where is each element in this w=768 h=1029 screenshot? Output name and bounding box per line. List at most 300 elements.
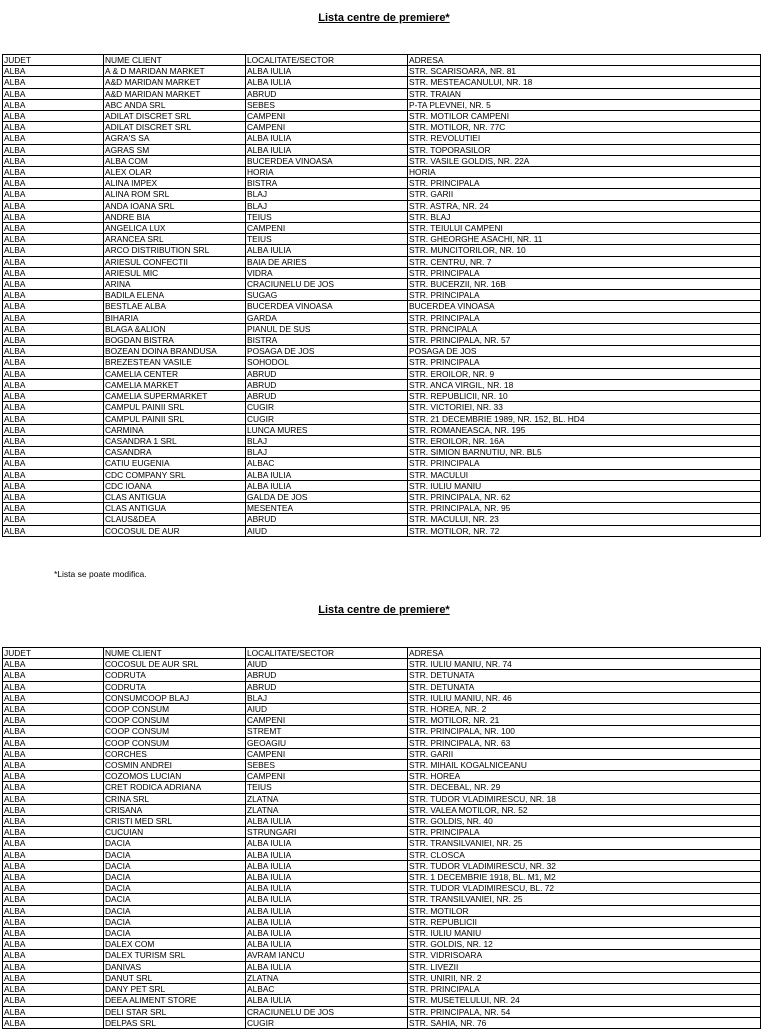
- client-name-cell: BOGDAN BISTRA: [104, 335, 246, 346]
- column-header: JUDET: [3, 55, 104, 66]
- locality-cell: ALBAC: [246, 458, 408, 469]
- client-name-cell: ARANCEA SRL: [104, 234, 246, 245]
- client-name-cell: ANDRE BIA: [104, 211, 246, 222]
- locality-cell: BLAJ: [246, 200, 408, 211]
- client-name-cell: COZOMOS LUCIAN: [104, 771, 246, 782]
- table-row: [3, 223, 761, 234]
- table-row: [3, 458, 761, 469]
- address-cell: STR. 21 DECEMBRIE 1989, NR. 152, BL. HD4: [408, 413, 761, 424]
- client-name-cell: COOP CONSUM: [104, 726, 246, 737]
- locality-cell: BISTRA: [246, 335, 408, 346]
- client-name-cell: CLAS ANTIGUA: [104, 503, 246, 514]
- judet-cell: ALBA: [3, 234, 104, 245]
- judet-cell: ALBA: [3, 514, 104, 525]
- client-name-cell: ANDA IOANA SRL: [104, 200, 246, 211]
- table-row: [3, 111, 761, 122]
- table-row: [3, 838, 761, 849]
- client-name-cell: COOP CONSUM: [104, 704, 246, 715]
- judet-cell: ALBA: [3, 715, 104, 726]
- address-cell: STR. GARII: [408, 189, 761, 200]
- judet-cell: ALBA: [3, 447, 104, 458]
- judet-cell: ALBA: [3, 301, 104, 312]
- address-cell: STR. PRINCIPALA, NR. 63: [408, 737, 761, 748]
- client-name-cell: DANUT SRL: [104, 972, 246, 983]
- locality-cell: BUCERDEA VINOASA: [246, 155, 408, 166]
- judet-cell: ALBA: [3, 995, 104, 1006]
- judet-cell: ALBA: [3, 144, 104, 155]
- locality-cell: LUNCA MURES: [246, 424, 408, 435]
- client-name-cell: COSMIN ANDREI: [104, 760, 246, 771]
- table-row: [3, 155, 761, 166]
- client-name-cell: CAMPUL PAINII SRL: [104, 413, 246, 424]
- address-cell: STR. PRINCIPALA, NR. 54: [408, 1006, 761, 1017]
- address-cell: STR. ASTRA, NR. 24: [408, 200, 761, 211]
- client-name-cell: CATIU EUGENIA: [104, 458, 246, 469]
- address-cell: STR. VICTORIEI, NR. 33: [408, 402, 761, 413]
- client-name-cell: A & D MARIDAN MARKET: [104, 66, 246, 77]
- locality-cell: CUGIR: [246, 413, 408, 424]
- locality-cell: ALBA IULIA: [246, 916, 408, 927]
- address-cell: STR. EROILOR, NR. 9: [408, 368, 761, 379]
- address-cell: STR. PRINCIPALA: [408, 178, 761, 189]
- locality-cell: SEBES: [246, 760, 408, 771]
- address-cell: STR. IULIU MANIU, NR. 46: [408, 692, 761, 703]
- locality-cell: ABRUD: [246, 670, 408, 681]
- table-row: [3, 1006, 761, 1017]
- client-name-cell: DACIA: [104, 860, 246, 871]
- locality-cell: VIDRA: [246, 267, 408, 278]
- premiere-centers-table: [2, 647, 761, 1029]
- address-cell: STR. PRINCIPALA: [408, 827, 761, 838]
- address-cell: STR. DETUNATA: [408, 681, 761, 692]
- locality-cell: ALBA IULIA: [246, 961, 408, 972]
- table-row: [3, 391, 761, 402]
- judet-cell: ALBA: [3, 346, 104, 357]
- address-cell: STR. UNIRII, NR. 2: [408, 972, 761, 983]
- table-row: [3, 66, 761, 77]
- client-name-cell: CAMELIA CENTER: [104, 368, 246, 379]
- address-cell: STR. DECEBAL, NR. 29: [408, 782, 761, 793]
- client-name-cell: A&D MARIDAN MARKET: [104, 77, 246, 88]
- client-name-cell: DACIA: [104, 872, 246, 883]
- address-cell: STR. GOLDIS, NR. 40: [408, 816, 761, 827]
- locality-cell: POSAGA DE JOS: [246, 346, 408, 357]
- page-title: Lista centre de premiere*: [318, 12, 450, 24]
- table-row: [3, 469, 761, 480]
- judet-cell: ALBA: [3, 860, 104, 871]
- judet-cell: ALBA: [3, 1017, 104, 1028]
- table-row: [3, 189, 761, 200]
- table-row: [3, 178, 761, 189]
- locality-cell: ZLATNA: [246, 804, 408, 815]
- locality-cell: ALBA IULIA: [246, 838, 408, 849]
- table-row: [3, 737, 761, 748]
- locality-cell: ALBA IULIA: [246, 77, 408, 88]
- address-cell: STR. PRINCIPALA, NR. 62: [408, 491, 761, 502]
- table-row: [3, 256, 761, 267]
- table-row: [3, 402, 761, 413]
- judet-cell: ALBA: [3, 503, 104, 514]
- judet-cell: ALBA: [3, 950, 104, 961]
- locality-cell: ALBA IULIA: [246, 939, 408, 950]
- judet-cell: ALBA: [3, 961, 104, 972]
- address-cell: POSAGA DE JOS: [408, 346, 761, 357]
- address-cell: P-TA PLEVNEI, NR. 5: [408, 99, 761, 110]
- judet-cell: ALBA: [3, 133, 104, 144]
- locality-cell: ALBA IULIA: [246, 928, 408, 939]
- judet-cell: ALBA: [3, 905, 104, 916]
- locality-cell: CRACIUNELU DE JOS: [246, 1006, 408, 1017]
- client-name-cell: A&D MARIDAN MARKET: [104, 88, 246, 99]
- judet-cell: ALBA: [3, 312, 104, 323]
- client-name-cell: ALBA COM: [104, 155, 246, 166]
- judet-cell: ALBA: [3, 894, 104, 905]
- locality-cell: ALBA IULIA: [246, 905, 408, 916]
- client-name-cell: DACIA: [104, 928, 246, 939]
- table-row: [3, 323, 761, 334]
- table-row: [3, 290, 761, 301]
- premiere-centers-table: [2, 54, 761, 537]
- address-cell: STR. SIMION BARNUTIU, NR. BL5: [408, 447, 761, 458]
- locality-cell: ALBA IULIA: [246, 245, 408, 256]
- address-cell: STR. GHEORGHE ASACHI, NR. 11: [408, 234, 761, 245]
- client-name-cell: ANGELICA LUX: [104, 223, 246, 234]
- locality-cell: CAMPENI: [246, 748, 408, 759]
- table-row: [3, 939, 761, 950]
- judet-cell: ALBA: [3, 1006, 104, 1017]
- address-cell: STR. BLAJ: [408, 211, 761, 222]
- table-row: [3, 782, 761, 793]
- locality-cell: STRUNGARI: [246, 827, 408, 838]
- table-row: [3, 480, 761, 491]
- table-row: [3, 122, 761, 133]
- table-row: [3, 525, 761, 536]
- judet-cell: ALBA: [3, 357, 104, 368]
- table-row: [3, 435, 761, 446]
- judet-cell: ALBA: [3, 155, 104, 166]
- locality-cell: ALBA IULIA: [246, 469, 408, 480]
- address-cell: STR. PRINCIPALA: [408, 312, 761, 323]
- client-name-cell: CDC COMPANY SRL: [104, 469, 246, 480]
- judet-cell: ALBA: [3, 200, 104, 211]
- client-name-cell: COCOSUL DE AUR SRL: [104, 659, 246, 670]
- locality-cell: ALBA IULIA: [246, 144, 408, 155]
- judet-cell: ALBA: [3, 849, 104, 860]
- address-cell: STR. VASILE GOLDIS, NR. 22A: [408, 155, 761, 166]
- table-row: [3, 995, 761, 1006]
- address-cell: STR. MUNCITORILOR, NR. 10: [408, 245, 761, 256]
- address-cell: STR. PRINCIPALA: [408, 458, 761, 469]
- locality-cell: SEBES: [246, 99, 408, 110]
- client-name-cell: CRISANA: [104, 804, 246, 815]
- client-name-cell: CDC IOANA: [104, 480, 246, 491]
- address-cell: STR. TEIULUI CAMPENI: [408, 223, 761, 234]
- judet-cell: ALBA: [3, 883, 104, 894]
- address-cell: STR. BUCERZII, NR. 16B: [408, 279, 761, 290]
- address-cell: STR. TUDOR VLADIMIRESCU, BL. 72: [408, 883, 761, 894]
- address-cell: STR. PRINCIPALA, NR. 95: [408, 503, 761, 514]
- judet-cell: ALBA: [3, 480, 104, 491]
- locality-cell: GARDA: [246, 312, 408, 323]
- locality-cell: BLAJ: [246, 447, 408, 458]
- locality-cell: HORIA: [246, 167, 408, 178]
- table-row: [3, 167, 761, 178]
- client-name-cell: DANY PET SRL: [104, 984, 246, 995]
- locality-cell: BLAJ: [246, 435, 408, 446]
- table-row: [3, 804, 761, 815]
- table-row: [3, 816, 761, 827]
- judet-cell: ALBA: [3, 178, 104, 189]
- table-row: [3, 961, 761, 972]
- address-cell: STR. PRINCIPALA: [408, 267, 761, 278]
- locality-cell: ABRUD: [246, 379, 408, 390]
- address-cell: STR. GOLDIS, NR. 12: [408, 939, 761, 950]
- table-row: [3, 905, 761, 916]
- client-name-cell: DACIA: [104, 883, 246, 894]
- table-row: [3, 335, 761, 346]
- table-row: [3, 827, 761, 838]
- judet-cell: ALBA: [3, 88, 104, 99]
- table-row: [3, 447, 761, 458]
- judet-cell: ALBA: [3, 111, 104, 122]
- client-name-cell: ALEX OLAR: [104, 167, 246, 178]
- table-header-row: [3, 55, 761, 66]
- address-cell: BUCERDEA VINOASA: [408, 301, 761, 312]
- locality-cell: ALBA IULIA: [246, 894, 408, 905]
- locality-cell: ABRUD: [246, 88, 408, 99]
- table-row: [3, 267, 761, 278]
- client-name-cell: CRINA SRL: [104, 793, 246, 804]
- table-row: [3, 748, 761, 759]
- address-cell: STR. CLOSCA: [408, 849, 761, 860]
- judet-cell: ALBA: [3, 726, 104, 737]
- address-cell: STR. DETUNATA: [408, 670, 761, 681]
- table-row: [3, 211, 761, 222]
- address-cell: STR. MOTILOR, NR. 72: [408, 525, 761, 536]
- client-name-cell: CASANDRA 1 SRL: [104, 435, 246, 446]
- table-row: [3, 503, 761, 514]
- table-row: [3, 692, 761, 703]
- table-row: [3, 357, 761, 368]
- judet-cell: ALBA: [3, 525, 104, 536]
- table-row: [3, 279, 761, 290]
- client-name-cell: CLAS ANTIGUA: [104, 491, 246, 502]
- address-cell: STR. IULIU MANIU: [408, 928, 761, 939]
- table-row: [3, 860, 761, 871]
- locality-cell: CUGIR: [246, 402, 408, 413]
- locality-cell: BAIA DE ARIES: [246, 256, 408, 267]
- address-cell: STR. MUSETELULUI, NR. 24: [408, 995, 761, 1006]
- address-cell: STR. HOREA: [408, 771, 761, 782]
- client-name-cell: ADILAT DISCRET SRL: [104, 111, 246, 122]
- address-cell: STR. PRINCIPALA, NR. 57: [408, 335, 761, 346]
- client-name-cell: DACIA: [104, 838, 246, 849]
- page-title: Lista centre de premiere*: [318, 604, 450, 616]
- judet-cell: ALBA: [3, 681, 104, 692]
- column-header: LOCALITATE/SECTOR: [246, 55, 408, 66]
- judet-cell: ALBA: [3, 984, 104, 995]
- judet-cell: ALBA: [3, 972, 104, 983]
- address-cell: HORIA: [408, 167, 761, 178]
- locality-cell: TEIUS: [246, 211, 408, 222]
- footnote: *Lista se poate modifica.: [54, 569, 147, 579]
- table-row: [3, 894, 761, 905]
- judet-cell: ALBA: [3, 267, 104, 278]
- address-cell: STR. GARII: [408, 748, 761, 759]
- judet-cell: ALBA: [3, 670, 104, 681]
- column-header: NUME CLIENT: [104, 648, 246, 659]
- locality-cell: MESENTEA: [246, 503, 408, 514]
- locality-cell: ALBAC: [246, 984, 408, 995]
- address-cell: STR. TRAIAN: [408, 88, 761, 99]
- locality-cell: ZLATNA: [246, 972, 408, 983]
- locality-cell: ZLATNA: [246, 793, 408, 804]
- table-row: [3, 312, 761, 323]
- address-cell: STR. MOTILOR CAMPENI: [408, 111, 761, 122]
- judet-cell: ALBA: [3, 77, 104, 88]
- address-cell: STR. TOPORASILOR: [408, 144, 761, 155]
- locality-cell: ALBA IULIA: [246, 995, 408, 1006]
- locality-cell: CAMPENI: [246, 122, 408, 133]
- table-row: [3, 413, 761, 424]
- address-cell: STR. REPUBLICII: [408, 916, 761, 927]
- locality-cell: STREMT: [246, 726, 408, 737]
- judet-cell: ALBA: [3, 223, 104, 234]
- locality-cell: CUGIR: [246, 1017, 408, 1028]
- client-name-cell: ADILAT DISCRET SRL: [104, 122, 246, 133]
- judet-cell: ALBA: [3, 748, 104, 759]
- judet-cell: ALBA: [3, 816, 104, 827]
- table-row: [3, 916, 761, 927]
- judet-cell: ALBA: [3, 435, 104, 446]
- locality-cell: AVRAM IANCU: [246, 950, 408, 961]
- table-row: [3, 760, 761, 771]
- locality-cell: ALBA IULIA: [246, 66, 408, 77]
- table-row: [3, 883, 761, 894]
- client-name-cell: BREZESTEAN VASILE: [104, 357, 246, 368]
- locality-cell: BUCERDEA VINOASA: [246, 301, 408, 312]
- address-cell: STR. PRINCIPALA: [408, 357, 761, 368]
- address-cell: STR. REPUBLICII, NR. 10: [408, 391, 761, 402]
- judet-cell: ALBA: [3, 99, 104, 110]
- address-cell: STR. 1 DECEMBRIE 1918, BL. M1, M2: [408, 872, 761, 883]
- address-cell: STR. SCARISOARA, NR. 81: [408, 66, 761, 77]
- judet-cell: ALBA: [3, 469, 104, 480]
- table-row: [3, 771, 761, 782]
- address-cell: STR. REVOLUTIEI: [408, 133, 761, 144]
- locality-cell: ALBA IULIA: [246, 816, 408, 827]
- client-name-cell: CONSUMCOOP BLAJ: [104, 692, 246, 703]
- address-cell: STR. CENTRU, NR. 7: [408, 256, 761, 267]
- address-cell: STR. PRINCIPALA: [408, 290, 761, 301]
- judet-cell: ALBA: [3, 491, 104, 502]
- table-row: [3, 793, 761, 804]
- client-name-cell: CORCHES: [104, 748, 246, 759]
- judet-cell: ALBA: [3, 760, 104, 771]
- address-cell: STR. TUDOR VLADIMIRESCU, NR. 32: [408, 860, 761, 871]
- locality-cell: GEOAGIU: [246, 737, 408, 748]
- table-row: [3, 1017, 761, 1028]
- judet-cell: ALBA: [3, 167, 104, 178]
- client-name-cell: DACIA: [104, 905, 246, 916]
- client-name-cell: ALINA ROM SRL: [104, 189, 246, 200]
- judet-cell: ALBA: [3, 782, 104, 793]
- client-name-cell: CARMINA: [104, 424, 246, 435]
- judet-cell: ALBA: [3, 335, 104, 346]
- table-row: [3, 88, 761, 99]
- address-cell: STR. IULIU MANIU: [408, 480, 761, 491]
- judet-cell: ALBA: [3, 290, 104, 301]
- address-cell: STR. MESTEACANULUI, NR. 18: [408, 77, 761, 88]
- judet-cell: ALBA: [3, 391, 104, 402]
- client-name-cell: DANIVAS: [104, 961, 246, 972]
- table-row: [3, 849, 761, 860]
- address-cell: STR. ROMANEASCA, NR. 195: [408, 424, 761, 435]
- table-row: [3, 245, 761, 256]
- address-cell: STR. MACULUI: [408, 469, 761, 480]
- locality-cell: CAMPENI: [246, 111, 408, 122]
- table-row: [3, 972, 761, 983]
- table-row: [3, 715, 761, 726]
- client-name-cell: CRISTI MED SRL: [104, 816, 246, 827]
- client-name-cell: CLAUS&DEA: [104, 514, 246, 525]
- locality-cell: PIANUL DE SUS: [246, 323, 408, 334]
- address-cell: STR. MIHAIL KOGALNICEANU: [408, 760, 761, 771]
- judet-cell: ALBA: [3, 189, 104, 200]
- client-name-cell: BLAGA &ALION: [104, 323, 246, 334]
- table-row: [3, 200, 761, 211]
- address-cell: STR. PRINCIPALA: [408, 984, 761, 995]
- judet-cell: ALBA: [3, 939, 104, 950]
- address-cell: STR. MACULUI, NR. 23: [408, 514, 761, 525]
- table-row: [3, 726, 761, 737]
- address-cell: STR. EROILOR, NR. 16A: [408, 435, 761, 446]
- address-cell: STR. VALEA MOTILOR, NR. 52: [408, 804, 761, 815]
- client-name-cell: DACIA: [104, 894, 246, 905]
- locality-cell: CRACIUNELU DE JOS: [246, 279, 408, 290]
- address-cell: STR. VIDRISOARA: [408, 950, 761, 961]
- client-name-cell: COCOSUL DE AUR: [104, 525, 246, 536]
- table-row: [3, 379, 761, 390]
- judet-cell: ALBA: [3, 424, 104, 435]
- locality-cell: ALBA IULIA: [246, 849, 408, 860]
- locality-cell: ALBA IULIA: [246, 480, 408, 491]
- address-cell: STR. PRNCIPALA: [408, 323, 761, 334]
- judet-cell: ALBA: [3, 771, 104, 782]
- table-row: [3, 670, 761, 681]
- client-name-cell: ARIESUL MIC: [104, 267, 246, 278]
- judet-cell: ALBA: [3, 379, 104, 390]
- judet-cell: ALBA: [3, 66, 104, 77]
- client-name-cell: DELPAS SRL: [104, 1017, 246, 1028]
- locality-cell: ALBA IULIA: [246, 883, 408, 894]
- judet-cell: ALBA: [3, 793, 104, 804]
- client-name-cell: CODRUTA: [104, 670, 246, 681]
- address-cell: STR. PRINCIPALA, NR. 100: [408, 726, 761, 737]
- judet-cell: ALBA: [3, 323, 104, 334]
- judet-cell: ALBA: [3, 872, 104, 883]
- client-name-cell: COOP CONSUM: [104, 737, 246, 748]
- locality-cell: ALBA IULIA: [246, 860, 408, 871]
- locality-cell: CAMPENI: [246, 223, 408, 234]
- column-header: ADRESA: [408, 55, 761, 66]
- client-name-cell: DALEX TURISM SRL: [104, 950, 246, 961]
- client-name-cell: ALINA IMPEX: [104, 178, 246, 189]
- judet-cell: ALBA: [3, 737, 104, 748]
- judet-cell: ALBA: [3, 256, 104, 267]
- judet-cell: ALBA: [3, 122, 104, 133]
- locality-cell: ABRUD: [246, 391, 408, 402]
